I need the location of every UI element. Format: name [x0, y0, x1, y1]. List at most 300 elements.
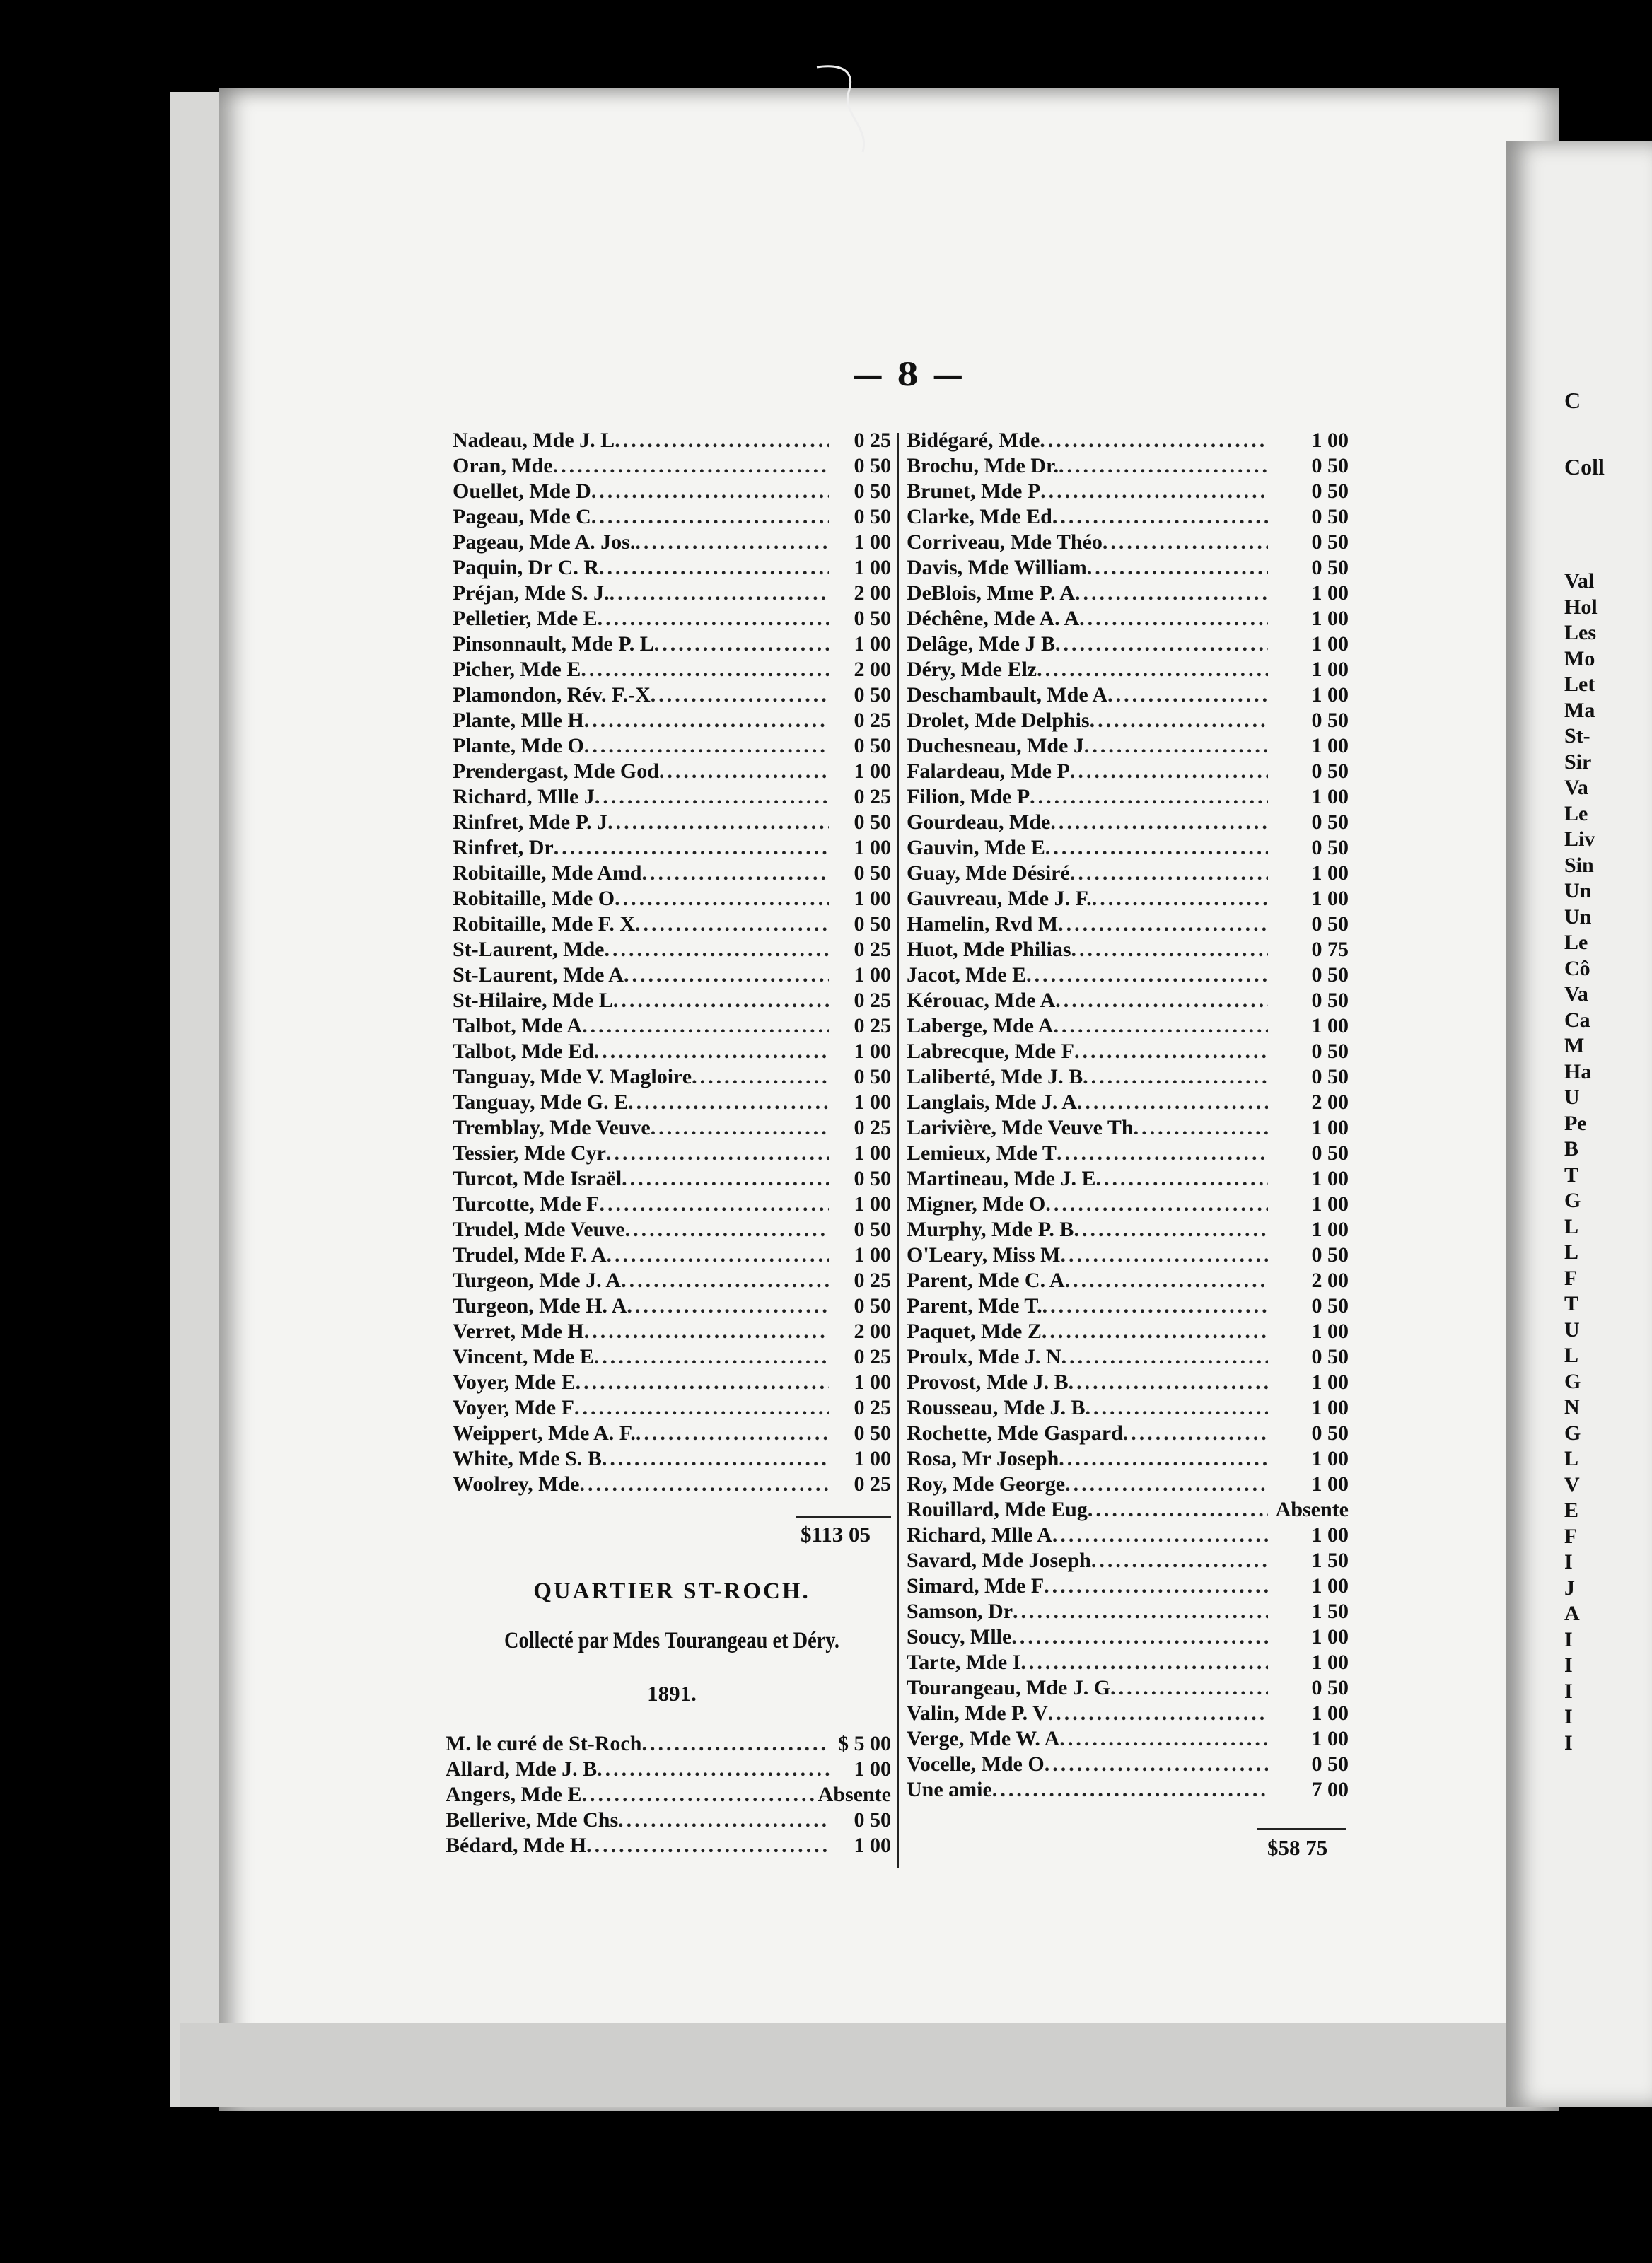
leader-dots	[584, 1319, 829, 1344]
entry-name: Trudel, Mde F. A	[453, 1243, 607, 1267]
list-item	[453, 530, 891, 555]
entry-amount: 1 00	[1311, 1371, 1349, 1394]
entry-name: Voyer, Mde F	[453, 1396, 574, 1419]
leader-dots	[1052, 1523, 1268, 1548]
facing-line: V	[1564, 1472, 1580, 1496]
entry-name: Delâge, Mde J B	[907, 632, 1055, 656]
entry-name: Huot, Mde Philias	[907, 938, 1071, 961]
leader-dots	[1071, 937, 1268, 962]
entry-amount: 1 00	[1311, 1472, 1349, 1496]
facing-line: I	[1564, 1653, 1573, 1677]
list-item	[453, 1421, 891, 1446]
list-item	[453, 733, 891, 759]
list-item	[907, 1675, 1349, 1701]
entry-amount: 1 00	[1311, 1396, 1349, 1419]
entry-amount: 0 50	[1311, 1752, 1349, 1776]
entry-name: Brochu, Mde Dr.	[907, 454, 1059, 477]
list-item	[453, 784, 891, 810]
list-item	[453, 1370, 891, 1395]
entry-name: Bidégaré, Mde	[907, 429, 1040, 452]
list-item	[453, 453, 891, 479]
entry-amount: 0 50	[1311, 836, 1349, 859]
entry-name: Martineau, Mde J. E	[907, 1167, 1096, 1190]
entry-name: Bédard, Mde H	[446, 1834, 587, 1857]
entry-amount: 1 00	[1311, 658, 1349, 681]
facing-line: Pe	[1564, 1111, 1587, 1135]
thread-icon	[813, 64, 891, 156]
facing-line: G	[1564, 1421, 1581, 1445]
entry-amount: 1 00	[1311, 1192, 1349, 1216]
list-item	[907, 1268, 1349, 1293]
leader-dots	[627, 1293, 829, 1319]
entry-amount: 1 00	[1311, 1625, 1349, 1648]
leader-dots	[607, 810, 829, 835]
entry-name: Soucy, Mlle	[907, 1625, 1012, 1648]
list-item	[907, 1573, 1349, 1599]
entry-name: Valin, Mde P. V	[907, 1701, 1048, 1725]
facing-line: Val	[1564, 569, 1595, 593]
entry-amount: 0 25	[854, 709, 891, 732]
facing-line: Ma	[1564, 698, 1595, 722]
list-item	[453, 1192, 891, 1217]
list-item	[907, 1421, 1349, 1446]
list-item	[907, 759, 1349, 784]
facing-line: Sir	[1564, 750, 1592, 774]
right-total: $58 75	[1267, 1835, 1328, 1860]
entry-amount: 0 50	[854, 607, 891, 630]
leader-dots	[1061, 1344, 1268, 1370]
entry-name: Richard, Mlle J	[453, 785, 595, 808]
list-item	[453, 1039, 891, 1064]
list-item	[907, 682, 1349, 708]
entry-amount: 0 50	[854, 861, 891, 885]
entry-amount: 0 25	[854, 429, 891, 452]
list-item	[453, 1064, 891, 1090]
entry-amount: 1 00	[1311, 1320, 1349, 1343]
list-item	[907, 479, 1349, 504]
leader-dots	[635, 530, 829, 555]
list-item	[453, 886, 891, 912]
list-item	[907, 1370, 1349, 1395]
entry-amount: 1 00	[1311, 1574, 1349, 1598]
entry-name: Turgeon, Mde J. A	[453, 1269, 622, 1292]
entry-name: Richard, Mlle A	[907, 1523, 1052, 1547]
entry-name: Murphy, Mde P. B	[907, 1218, 1074, 1241]
facing-line: L	[1564, 1240, 1579, 1264]
entry-name: Talbot, Mde A	[453, 1014, 583, 1037]
list-item	[453, 479, 891, 504]
entry-name: Lemieux, Mde T	[907, 1141, 1057, 1165]
entry-name: Turcot, Mde Israël	[453, 1167, 622, 1190]
list-item	[907, 835, 1349, 861]
leader-dots	[606, 1141, 829, 1166]
entry-name: St-Laurent, Mde A	[453, 963, 624, 987]
facing-line: G	[1564, 1189, 1581, 1212]
page-bottom-edge	[180, 2023, 1559, 2107]
entry-amount: 1 00	[1311, 1523, 1349, 1547]
entry-amount: 1 00	[854, 1141, 891, 1165]
section-year: 1891.	[647, 1681, 697, 1706]
list-item	[907, 657, 1349, 682]
section-collected-by: Collecté par Mdes Tourangeau et Déry.	[504, 1628, 839, 1653]
list-item	[907, 504, 1349, 530]
entry-name: Rinfret, Mde P. J	[453, 810, 608, 834]
entry-name: Pageau, Mde A. Jos.	[453, 530, 636, 554]
entry-amount: 0 50	[854, 479, 891, 503]
list-item	[907, 1090, 1349, 1115]
entry-amount: 1 00	[1311, 1727, 1349, 1750]
leader-dots	[584, 733, 829, 759]
entry-amount: 0 25	[854, 938, 891, 961]
leader-dots	[1090, 708, 1268, 733]
leader-dots	[1045, 1752, 1268, 1777]
facing-line: J	[1564, 1576, 1575, 1600]
entry-amount: 0 50	[1311, 1345, 1349, 1368]
facing-line: L	[1564, 1344, 1579, 1367]
entry-name: Déchêne, Mde A. A	[907, 607, 1080, 630]
list-item	[453, 861, 891, 886]
entry-name: Plante, Mlle H	[453, 709, 584, 732]
list-item	[453, 581, 891, 606]
list-item	[907, 453, 1349, 479]
leader-dots	[604, 937, 829, 962]
facing-line: I	[1564, 1550, 1573, 1573]
leader-dots	[610, 581, 829, 606]
entry-name: Paquet, Mde Z	[907, 1320, 1042, 1343]
entry-name: Allard, Mde J. B	[446, 1757, 598, 1781]
entry-amount: 0 25	[854, 1116, 891, 1139]
entry-amount: 0 50	[1311, 1421, 1349, 1445]
entry-amount: 0 50	[1311, 1243, 1349, 1267]
leader-dots	[1042, 1293, 1268, 1319]
entry-amount: 1 00	[854, 1757, 891, 1781]
list-item	[446, 1782, 891, 1808]
entry-name: Ouellet, Mde D	[453, 479, 591, 503]
list-item	[907, 1166, 1349, 1192]
entry-amount: 0 50	[1311, 556, 1349, 579]
list-item	[453, 1090, 891, 1115]
leader-dots	[1040, 479, 1268, 504]
entry-name: Gauvin, Mde E	[907, 836, 1045, 859]
entry-name: Oran, Mde	[453, 454, 553, 477]
facing-line: F	[1564, 1524, 1578, 1548]
entry-amount: 1 00	[1311, 734, 1349, 757]
leader-dots	[654, 632, 829, 657]
entry-name: Trudel, Mde Veuve	[453, 1218, 625, 1241]
facing-line: Ca	[1564, 1008, 1590, 1032]
leader-dots	[586, 1833, 830, 1858]
list-item	[907, 1141, 1349, 1166]
leader-dots	[621, 1268, 829, 1293]
entry-amount: 0 50	[1311, 479, 1349, 503]
leader-dots	[641, 1731, 830, 1757]
leader-dots	[1087, 555, 1268, 581]
entry-amount: 1 00	[854, 1040, 891, 1063]
leader-dots	[584, 708, 829, 733]
entry-amount: 0 75	[1311, 938, 1349, 961]
entry-name: Duchesneau, Mde J	[907, 734, 1084, 757]
entry-name: Tanguay, Mde V. Magloire	[453, 1065, 692, 1088]
facing-line: L	[1564, 1214, 1579, 1238]
list-item	[446, 1757, 891, 1782]
entry-amount: 2 00	[1311, 1090, 1349, 1114]
list-item	[907, 1472, 1349, 1497]
leader-dots	[1077, 1090, 1268, 1115]
facing-line: St-	[1564, 724, 1590, 747]
entry-amount: Absente	[1275, 1498, 1349, 1521]
leader-dots	[1026, 962, 1268, 988]
leader-dots	[651, 682, 829, 708]
list-item	[907, 581, 1349, 606]
list-item	[907, 1293, 1349, 1319]
leader-dots	[591, 504, 829, 530]
leader-dots	[581, 1782, 813, 1808]
facing-line: U	[1564, 1317, 1580, 1342]
list-item	[453, 810, 891, 835]
entry-name: Roy, Mde George	[907, 1472, 1066, 1496]
leader-dots	[642, 861, 830, 886]
entry-amount: 1 00	[1311, 887, 1349, 910]
entry-amount: 1 00	[854, 632, 891, 656]
entry-amount: 1 00	[1311, 1447, 1349, 1470]
list-item	[907, 810, 1349, 835]
list-item	[907, 1344, 1349, 1370]
entry-name: Woolrey, Mde	[453, 1472, 580, 1496]
leader-dots	[1037, 657, 1268, 682]
leader-dots	[1030, 784, 1268, 810]
st-roch-list	[446, 1731, 891, 1858]
leader-dots	[1091, 1548, 1268, 1573]
entry-amount: 1 00	[1311, 429, 1349, 452]
leader-dots	[1013, 1599, 1268, 1624]
entry-name: Pelletier, Mde E	[453, 607, 598, 630]
entry-name: Davis, Mde William	[907, 556, 1087, 579]
list-item	[453, 1395, 891, 1421]
facing-line: Ha	[1564, 1059, 1592, 1083]
entry-amount: 0 50	[1311, 1676, 1349, 1699]
leader-dots	[1011, 1624, 1268, 1650]
leader-dots	[598, 606, 829, 632]
leader-dots	[594, 1039, 829, 1064]
facing-line: Va	[1564, 776, 1588, 799]
list-item	[907, 1243, 1349, 1268]
entry-name: Pinsonnault, Mde P. L	[453, 632, 654, 656]
section-title: QUARTIER ST-ROCH.	[533, 1578, 810, 1604]
entry-amount: 1 00	[854, 1834, 891, 1857]
list-item	[907, 1777, 1349, 1803]
right-column	[907, 428, 1349, 1803]
list-item	[453, 1472, 891, 1497]
entry-amount: 1 00	[854, 1192, 891, 1216]
entry-name: Voyer, Mde E	[453, 1371, 576, 1394]
facing-line: T	[1564, 1163, 1579, 1187]
list-item	[453, 1243, 891, 1268]
leader-dots	[1074, 1217, 1268, 1243]
list-item	[907, 708, 1349, 733]
facing-page	[1506, 141, 1652, 2107]
entry-name: Weippert, Mde A. F.	[453, 1421, 636, 1445]
entry-amount: 0 50	[1311, 1294, 1349, 1317]
entry-amount: 1 00	[1311, 1218, 1349, 1241]
leader-dots	[594, 1344, 829, 1370]
leader-dots	[591, 479, 829, 504]
facing-line: F	[1564, 1266, 1578, 1290]
entry-name: Guay, Mde Désiré	[907, 861, 1070, 885]
leader-dots	[659, 759, 829, 784]
entry-name: Parent, Mde C. A	[907, 1269, 1065, 1292]
facing-line: Le	[1564, 801, 1588, 825]
leader-dots	[628, 1090, 829, 1115]
entry-name: Rinfret, Dr	[453, 836, 554, 859]
entry-name: Corriveau, Mde Théo	[907, 530, 1103, 554]
leader-dots	[582, 1013, 829, 1039]
list-item	[907, 1701, 1349, 1726]
page-edge	[170, 92, 226, 2107]
entry-name: Talbot, Mde Ed	[453, 1040, 594, 1063]
list-item	[453, 835, 891, 861]
leader-dots	[1110, 1675, 1268, 1701]
leader-dots	[1134, 1115, 1268, 1141]
list-item	[453, 962, 891, 988]
list-item	[907, 784, 1349, 810]
list-item	[453, 1166, 891, 1192]
entry-name: M. le curé de St-Roch	[446, 1732, 642, 1755]
entry-amount: 1 00	[1311, 861, 1349, 885]
entry-amount: 2 00	[1311, 1269, 1349, 1292]
entry-amount: 0 50	[854, 1167, 891, 1190]
facing-line: B	[1564, 1137, 1579, 1160]
facing-line: M	[1564, 1034, 1585, 1057]
list-item	[907, 1013, 1349, 1039]
page-number: — 8 —	[852, 357, 965, 393]
leader-dots	[1058, 912, 1268, 937]
list-item	[907, 530, 1349, 555]
entry-amount: 1 00	[1311, 683, 1349, 706]
column-divider	[897, 433, 899, 1868]
list-item	[907, 1217, 1349, 1243]
entry-amount: 0 50	[1311, 760, 1349, 783]
facing-line: I	[1564, 1730, 1573, 1755]
leader-dots	[1079, 606, 1268, 632]
entry-amount: 0 50	[1311, 810, 1349, 834]
entry-amount: 1 00	[1311, 1701, 1349, 1725]
left-total: $113 05	[801, 1522, 871, 1547]
facing-line: Sin	[1564, 853, 1594, 877]
list-item	[907, 1064, 1349, 1090]
entry-amount: 1 00	[854, 1090, 891, 1114]
left-total-rule	[796, 1516, 891, 1518]
facing-line: I	[1564, 1627, 1573, 1651]
entry-amount: 0 50	[1311, 454, 1349, 477]
leader-dots	[651, 1115, 829, 1141]
list-item	[453, 428, 891, 453]
entry-name: Drolet, Mde Delphis	[907, 709, 1090, 732]
list-item	[453, 708, 891, 733]
entry-amount: 0 50	[1311, 1040, 1349, 1063]
facing-line: Un	[1564, 904, 1592, 929]
leader-dots	[1069, 1370, 1268, 1395]
entry-amount: 1 00	[854, 963, 891, 987]
entry-name: Falardeau, Mde P	[907, 760, 1070, 783]
list-item	[907, 1523, 1349, 1548]
entry-name: Picher, Mde E	[453, 658, 581, 681]
leader-dots	[625, 1217, 829, 1243]
entry-amount: 0 50	[854, 734, 891, 757]
list-item	[453, 1344, 891, 1370]
leader-dots	[1095, 1166, 1268, 1192]
leader-dots	[1088, 1497, 1268, 1523]
list-item	[907, 1395, 1349, 1421]
list-item	[453, 1446, 891, 1472]
entry-name: Robitaille, Mde O	[453, 887, 615, 910]
leader-dots	[1065, 1268, 1268, 1293]
entry-name: Vocelle, Mde O	[907, 1752, 1045, 1776]
leader-dots	[553, 453, 829, 479]
list-item	[453, 937, 891, 962]
entry-amount: 0 50	[1311, 1065, 1349, 1088]
list-item	[453, 1217, 891, 1243]
entry-amount: 0 50	[854, 1294, 891, 1317]
leader-dots	[613, 988, 829, 1013]
facing-line: Va	[1564, 982, 1588, 1006]
facing-line: Les	[1564, 621, 1596, 644]
entry-amount: 1 00	[1311, 1014, 1349, 1037]
entry-amount: 0 25	[854, 989, 891, 1012]
list-item	[907, 606, 1349, 632]
facing-line: Mo	[1564, 646, 1595, 670]
leader-dots	[1050, 810, 1268, 835]
leader-dots	[1055, 988, 1268, 1013]
leader-dots	[599, 555, 829, 581]
list-item	[907, 1599, 1349, 1624]
entry-name: Kérouac, Mde A	[907, 989, 1056, 1012]
leader-dots	[607, 1243, 829, 1268]
entry-amount: 1 00	[1311, 1167, 1349, 1190]
entry-name: Verret, Mde H	[453, 1320, 584, 1343]
list-item	[907, 1446, 1349, 1472]
entry-amount: 0 50	[854, 1218, 891, 1241]
list-item	[907, 886, 1349, 912]
leader-dots	[1086, 1395, 1268, 1421]
entry-amount: 0 25	[854, 785, 891, 808]
entry-amount: 0 50	[854, 454, 891, 477]
entry-name: Laliberté, Mde J. B	[907, 1065, 1083, 1088]
leader-dots	[1055, 632, 1268, 657]
entry-amount: 0 50	[854, 1808, 891, 1832]
leader-dots	[1048, 1701, 1268, 1726]
entry-amount: 1 00	[854, 836, 891, 859]
leader-dots	[1059, 453, 1268, 479]
entry-name: Plante, Mde O	[453, 734, 584, 757]
entry-name: Robitaille, Mde Amd	[453, 861, 642, 885]
leader-dots	[1060, 1243, 1268, 1268]
list-item	[907, 1039, 1349, 1064]
list-item	[907, 428, 1349, 453]
list-item	[907, 937, 1349, 962]
entry-name: Tessier, Mde Cyr	[453, 1141, 606, 1165]
entry-name: Rouillard, Mde Eug	[907, 1498, 1088, 1521]
entry-name: O'Leary, Miss M	[907, 1243, 1061, 1267]
leader-dots	[1053, 1013, 1268, 1039]
list-item	[907, 861, 1349, 886]
facing-subheading: Coll	[1564, 454, 1605, 479]
list-item	[453, 1293, 891, 1319]
facing-line: U	[1564, 1086, 1580, 1109]
entry-name: Rosa, Mr Joseph	[907, 1447, 1059, 1470]
leader-dots	[1065, 1472, 1268, 1497]
entry-name: Rousseau, Mde J. B	[907, 1396, 1086, 1419]
entry-name: Tremblay, Mde Veuve	[453, 1116, 651, 1139]
